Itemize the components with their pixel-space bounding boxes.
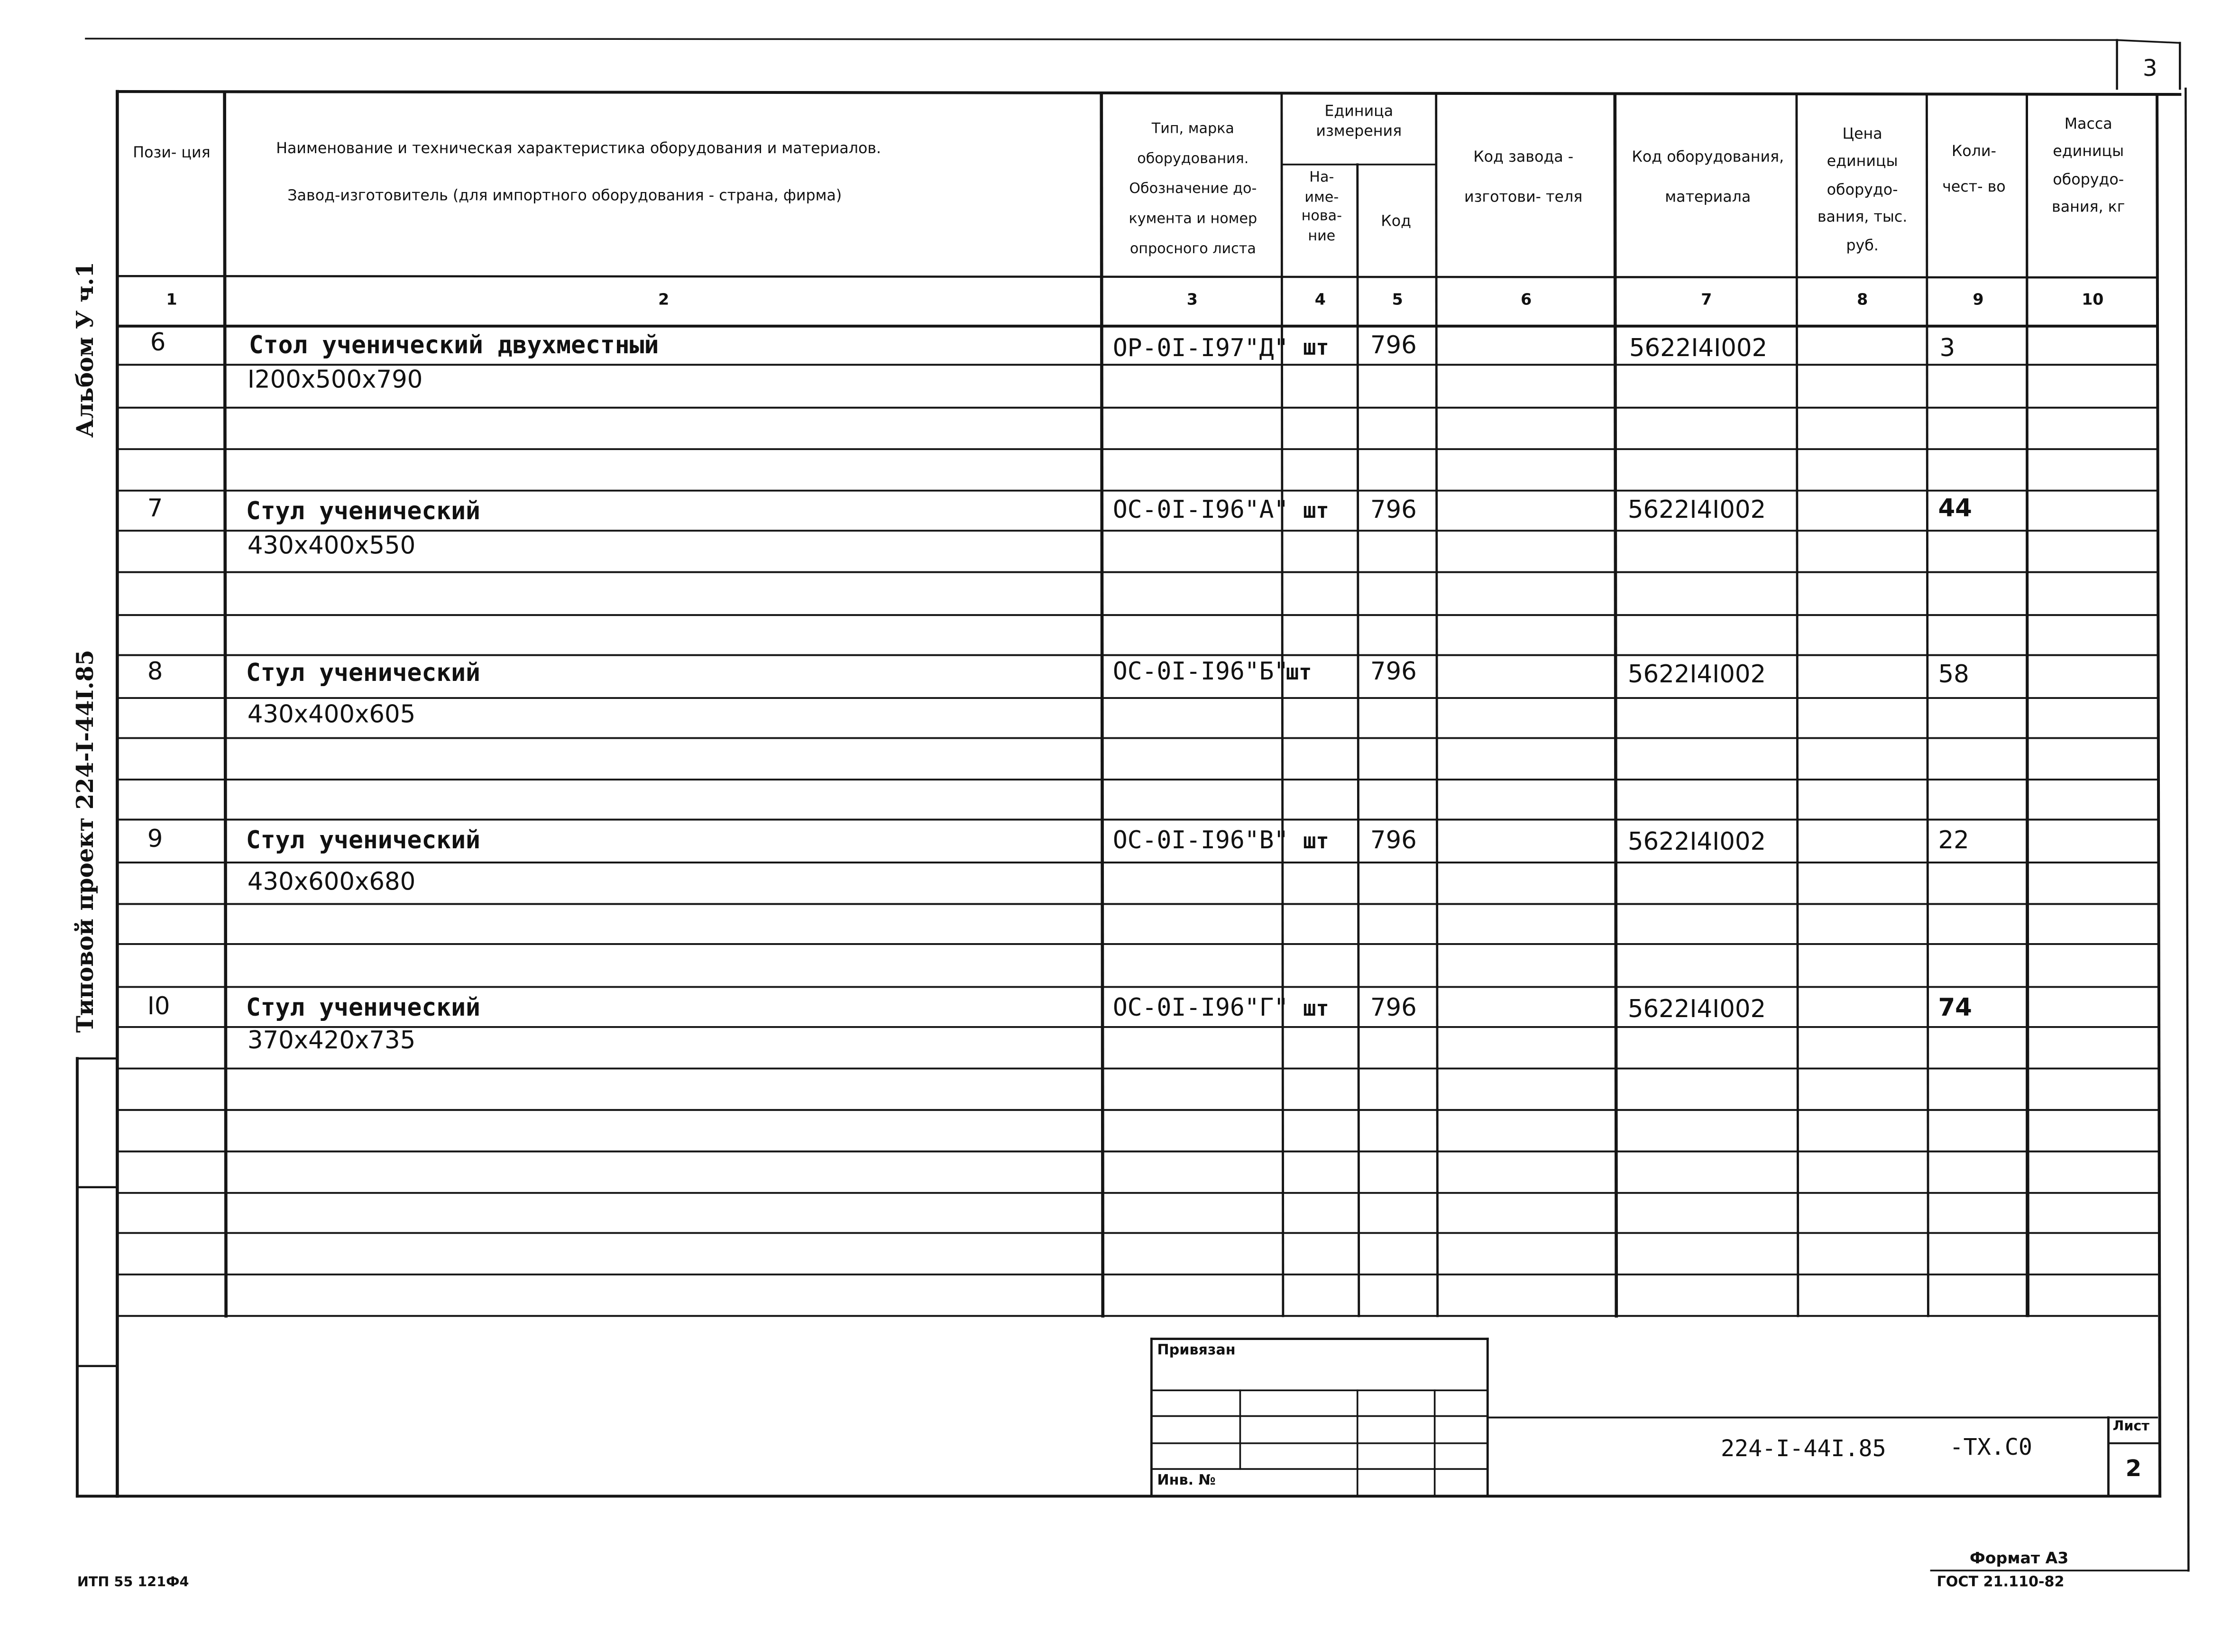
table-top-line <box>117 92 2180 94</box>
row-unit-code: 796 <box>1370 331 1417 361</box>
row-type: ОС-0I-I96"А" <box>1112 496 1289 525</box>
row-equipment-code: 5622I4I002 <box>1629 334 1768 364</box>
gost-label: ГОСТ 21.110-82 <box>1937 1575 2065 1591</box>
column-number-3: 3 <box>1186 290 1198 309</box>
column-line <box>1436 94 1438 1316</box>
footer-left-code: ИТП 55 121Ф4 <box>77 1575 189 1591</box>
row-type: ОР-0I-I97"Д" <box>1112 334 1289 364</box>
column-number-5: 5 <box>1392 290 1403 309</box>
column-number-2: 2 <box>658 290 670 309</box>
column-number-6: 6 <box>1521 290 1532 309</box>
document-suffix: -ТХ.С0 <box>1949 1433 2032 1460</box>
row-name: Стул ученический <box>246 826 480 855</box>
column-number-1: 1 <box>166 290 177 309</box>
column-line <box>1102 94 1103 1316</box>
row-size: 370x420x735 <box>247 1027 416 1056</box>
row-equipment-code: 5622I4I002 <box>1627 661 1766 690</box>
row-name: Стол ученический двухместный <box>248 331 659 361</box>
row-quantity: 44 <box>1938 495 1972 524</box>
project-type-label: Типовой проект <box>71 817 99 1033</box>
row-quantity: 3 <box>1939 334 1955 364</box>
header-name-line2: Завод-изготовитель (для импортного оборудования - страна, фирма) <box>287 187 842 205</box>
bound-label: Привязан <box>1157 1343 1236 1359</box>
row-type: ОС-0I-I96"Б" <box>1112 658 1289 687</box>
column-line <box>1358 165 1359 1316</box>
header-bottom-line <box>117 276 2157 277</box>
row-unit: шт <box>1303 995 1329 1021</box>
header-mass: Масса единицы оборудо- вания, кг <box>2052 116 2125 217</box>
row-name: Стул ученический <box>246 659 480 688</box>
frame-top-line <box>86 38 2117 40</box>
sheet-number: 2 <box>2125 1454 2142 1482</box>
row-unit: шт <box>1285 659 1312 685</box>
header-unit-name: На- име- нова- ние <box>1301 170 1342 244</box>
header-equipment-code: Код оборудования, материала <box>1632 148 1784 207</box>
row-unit: шт <box>1303 828 1329 854</box>
page-number: 3 <box>2142 54 2157 82</box>
row-position: 9 <box>147 825 163 854</box>
header-quantity: Коли- чест- во <box>1942 143 2006 196</box>
header-unit-code: Код <box>1381 213 1412 230</box>
row-size: I200x500x790 <box>247 366 423 395</box>
column-number-7: 7 <box>1701 290 1712 309</box>
row-size: 430x600x680 <box>247 868 416 897</box>
row-unit-code: 796 <box>1370 994 1417 1023</box>
format-label: Формат А3 <box>1969 1549 2069 1568</box>
table-right-line <box>2157 94 2160 1496</box>
row-unit: шт <box>1303 334 1329 361</box>
header-type: Тип, марка оборудования. Обозначение до- кумента и номер опросного листа <box>1129 121 1258 257</box>
row-equipment-code: 5622I4I002 <box>1627 995 1766 1024</box>
row-quantity: 22 <box>1938 826 1969 855</box>
column-line <box>1615 94 1616 1316</box>
row-equipment-code: 5622I4I002 <box>1627 828 1766 857</box>
row-unit-code: 796 <box>1370 496 1417 525</box>
column-number-9: 9 <box>1973 290 1984 309</box>
sheet-label: Лист <box>2112 1419 2150 1435</box>
project-code-label: 224-I-44I.85 <box>71 650 99 810</box>
row-quantity: 58 <box>1938 661 1969 690</box>
row-position: 8 <box>147 658 163 687</box>
header-unit-group: Единица измерения <box>1316 103 1402 140</box>
row-name: Стул ученический <box>246 994 480 1023</box>
row-type: ОС-0I-I96"Г" <box>1112 994 1289 1023</box>
row-type: ОС-0I-I96"В" <box>1112 826 1289 855</box>
header-price: Цена единицы оборудо- вания, тыс. руб. <box>1817 126 1908 255</box>
column-number-4: 4 <box>1314 290 1326 309</box>
row-name: Стул ученический <box>246 497 480 527</box>
column-number-10: 10 <box>2082 290 2104 309</box>
row-unit-code: 796 <box>1370 658 1417 687</box>
row-position: 7 <box>147 495 163 524</box>
row-size: 430x400x605 <box>247 701 416 730</box>
column-line <box>225 94 226 1316</box>
header-name-line1: Наименование и техническая характеристика оборудования и материалов. <box>276 140 881 157</box>
column-number-8: 8 <box>1857 290 1868 309</box>
frame-top-line <box>2117 40 2180 43</box>
row-size: 430x400x550 <box>247 532 416 561</box>
album-label: Альбом У ч.1 <box>71 262 99 438</box>
document-code: 224-I-44I.85 <box>1720 1434 1886 1462</box>
row-equipment-code: 5622I4I002 <box>1627 496 1766 525</box>
column-line <box>1927 94 1928 1316</box>
inventory-number-label: Инв. № <box>1157 1473 1216 1489</box>
column-line <box>1797 94 1798 1316</box>
row-position: 6 <box>150 329 166 358</box>
row-unit-code: 796 <box>1370 826 1417 855</box>
frame-right-line <box>2185 89 2188 1570</box>
column-line <box>1282 94 1283 1316</box>
row-position: I0 <box>147 992 170 1021</box>
header-plant-code: Код завода - изготови- теля <box>1464 148 1583 207</box>
row-unit: шт <box>1303 497 1329 524</box>
row-quantity: 74 <box>1938 994 1972 1023</box>
header-position: Пози- ция <box>133 144 211 162</box>
